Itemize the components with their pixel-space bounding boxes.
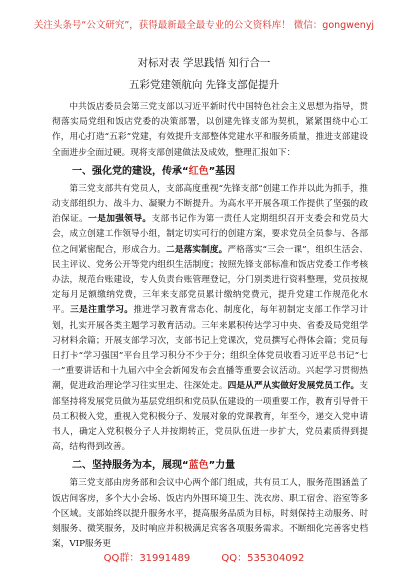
section-2-heading-color-word: 蓝色 <box>188 460 209 472</box>
point-3-label: 三是注重学习。 <box>70 305 134 316</box>
section-2-heading-pre: 二、坚持服务为本，展现“ <box>72 460 189 472</box>
section-2-paragraph: 第三党支部由房务部和会议中心两个部门组成，共有员工人，服务范围涵盖了饭店间客房，多个大小会场、饭店内外围环境卫生、洗衣房、职工宿舍、浴室等多个区域。支部始终以提升服务水平，提高服务品质为目标，时刻保持主动服务、时刻服务、微笑服务，及时响应并积极满足宾客各项服务需求。不断细化完善客史档案，VIP服务更 <box>52 478 368 550</box>
point-2-label: 二是落实制度。 <box>166 244 228 255</box>
section-1-lead: 第三党支部共有党员人，支部高度重视“先锋支部”创建工作并以此为抓手，推动支部组织力、战斗力、凝聚力不断提升。为高水平开展各项工作提供了坚强的政治保证。 <box>52 183 368 225</box>
document-subtitle: 五彩党建领航向 先锋支部促提升 <box>128 79 280 91</box>
footer-qq-group: QQ群：31991489 <box>103 553 191 564</box>
section-1-heading-pre: 一、强化党的建设，传承“ <box>72 165 189 177</box>
point-4-text: 支部坚持将发展党员做为基层党组织和党员队伍建设的一项重要工作，教育引导骨干员工积极入党，重视入党积极分子、发展对象的党课教育，年至今，递交入党申请书人，确定入党积极分子人并按期转正，党员队伍进一步扩大，党员素质得到提高，结构得到改善。 <box>52 381 369 453</box>
point-1-text: 支部书记作为第一责任人定期组织召开支委会和党员大会，成立创建工作领导小组，制定切实可行的创建方案，要求党员全员参与、各部位之间紧密配合，形成合力。 <box>52 214 369 255</box>
section-2-heading-post: ”力量 <box>208 460 236 472</box>
document-header <box>0 55 408 93</box>
section-1-heading-color-word: 红色 <box>188 165 209 177</box>
section-1-paragraph <box>52 182 368 456</box>
footer-qq: QQ：535304092 <box>221 553 305 564</box>
intro-paragraph: 中共饭店委员会第三党支部以习近平新时代中国特色社会主义思想为指导，贯彻落实局党组和饭店党委的决策部署，以创建先锋支部为契机，紧紧围绕中心工作，用心打造“五彩”党建，有效提升支部整体党建水平和服务质量，推进支部建设全面进步全面过硬。现将支部创建做法及成效，整理汇报如下： <box>52 102 368 158</box>
point-1-label: 一是加强领导。 <box>88 214 152 225</box>
section-1-heading <box>52 165 368 179</box>
document-title: 对标对表 学思践悟 知行合一 <box>137 57 271 69</box>
point-3-text: 推进学习教育常态化、制度化，每年初制定支部工作学习计划，扎实开展各类主题学习教育活动。三年来累积传达学习中央、省委及局党组学习材料余篇；开展支部学习次，支部书记上党课次，党员撰写心得体会篇；党员每日打卡“学习强国”平台且学习积分不少于分；组织全体党员收看习近平总书记“七一”重要讲话和十九届六中全会新闻发布会直播等重要会议活动。兴起学习贯彻热潮，促进政治理论学习往实里走、往深处走。 <box>52 305 369 392</box>
footer-contact <box>0 552 408 566</box>
section-1-heading-post: ”基因 <box>208 165 236 177</box>
top-promo-banner: 关注头条号“公文研究”，获得最新最全最专业的公文资料库！ 微信：gongwenyj <box>33 20 375 31</box>
point-2-text: 严格落实“三会一课”，组织生活会、民主评议、党务公开等党内组织生活制度；按照先锋支部标准和饭店党委工作考核办法，规范台账建设，专人负责台账管理登记，分门别类进行资料整理，党员按规定每月足额缴纳党费，三年来支部党员累计缴纳党费元，提升党建工作规范化水平。 <box>52 244 369 316</box>
section-2-heading <box>52 459 368 473</box>
point-4-label: 四是从严从实做好发展党员工作。 <box>227 381 360 392</box>
document-body <box>52 100 368 552</box>
